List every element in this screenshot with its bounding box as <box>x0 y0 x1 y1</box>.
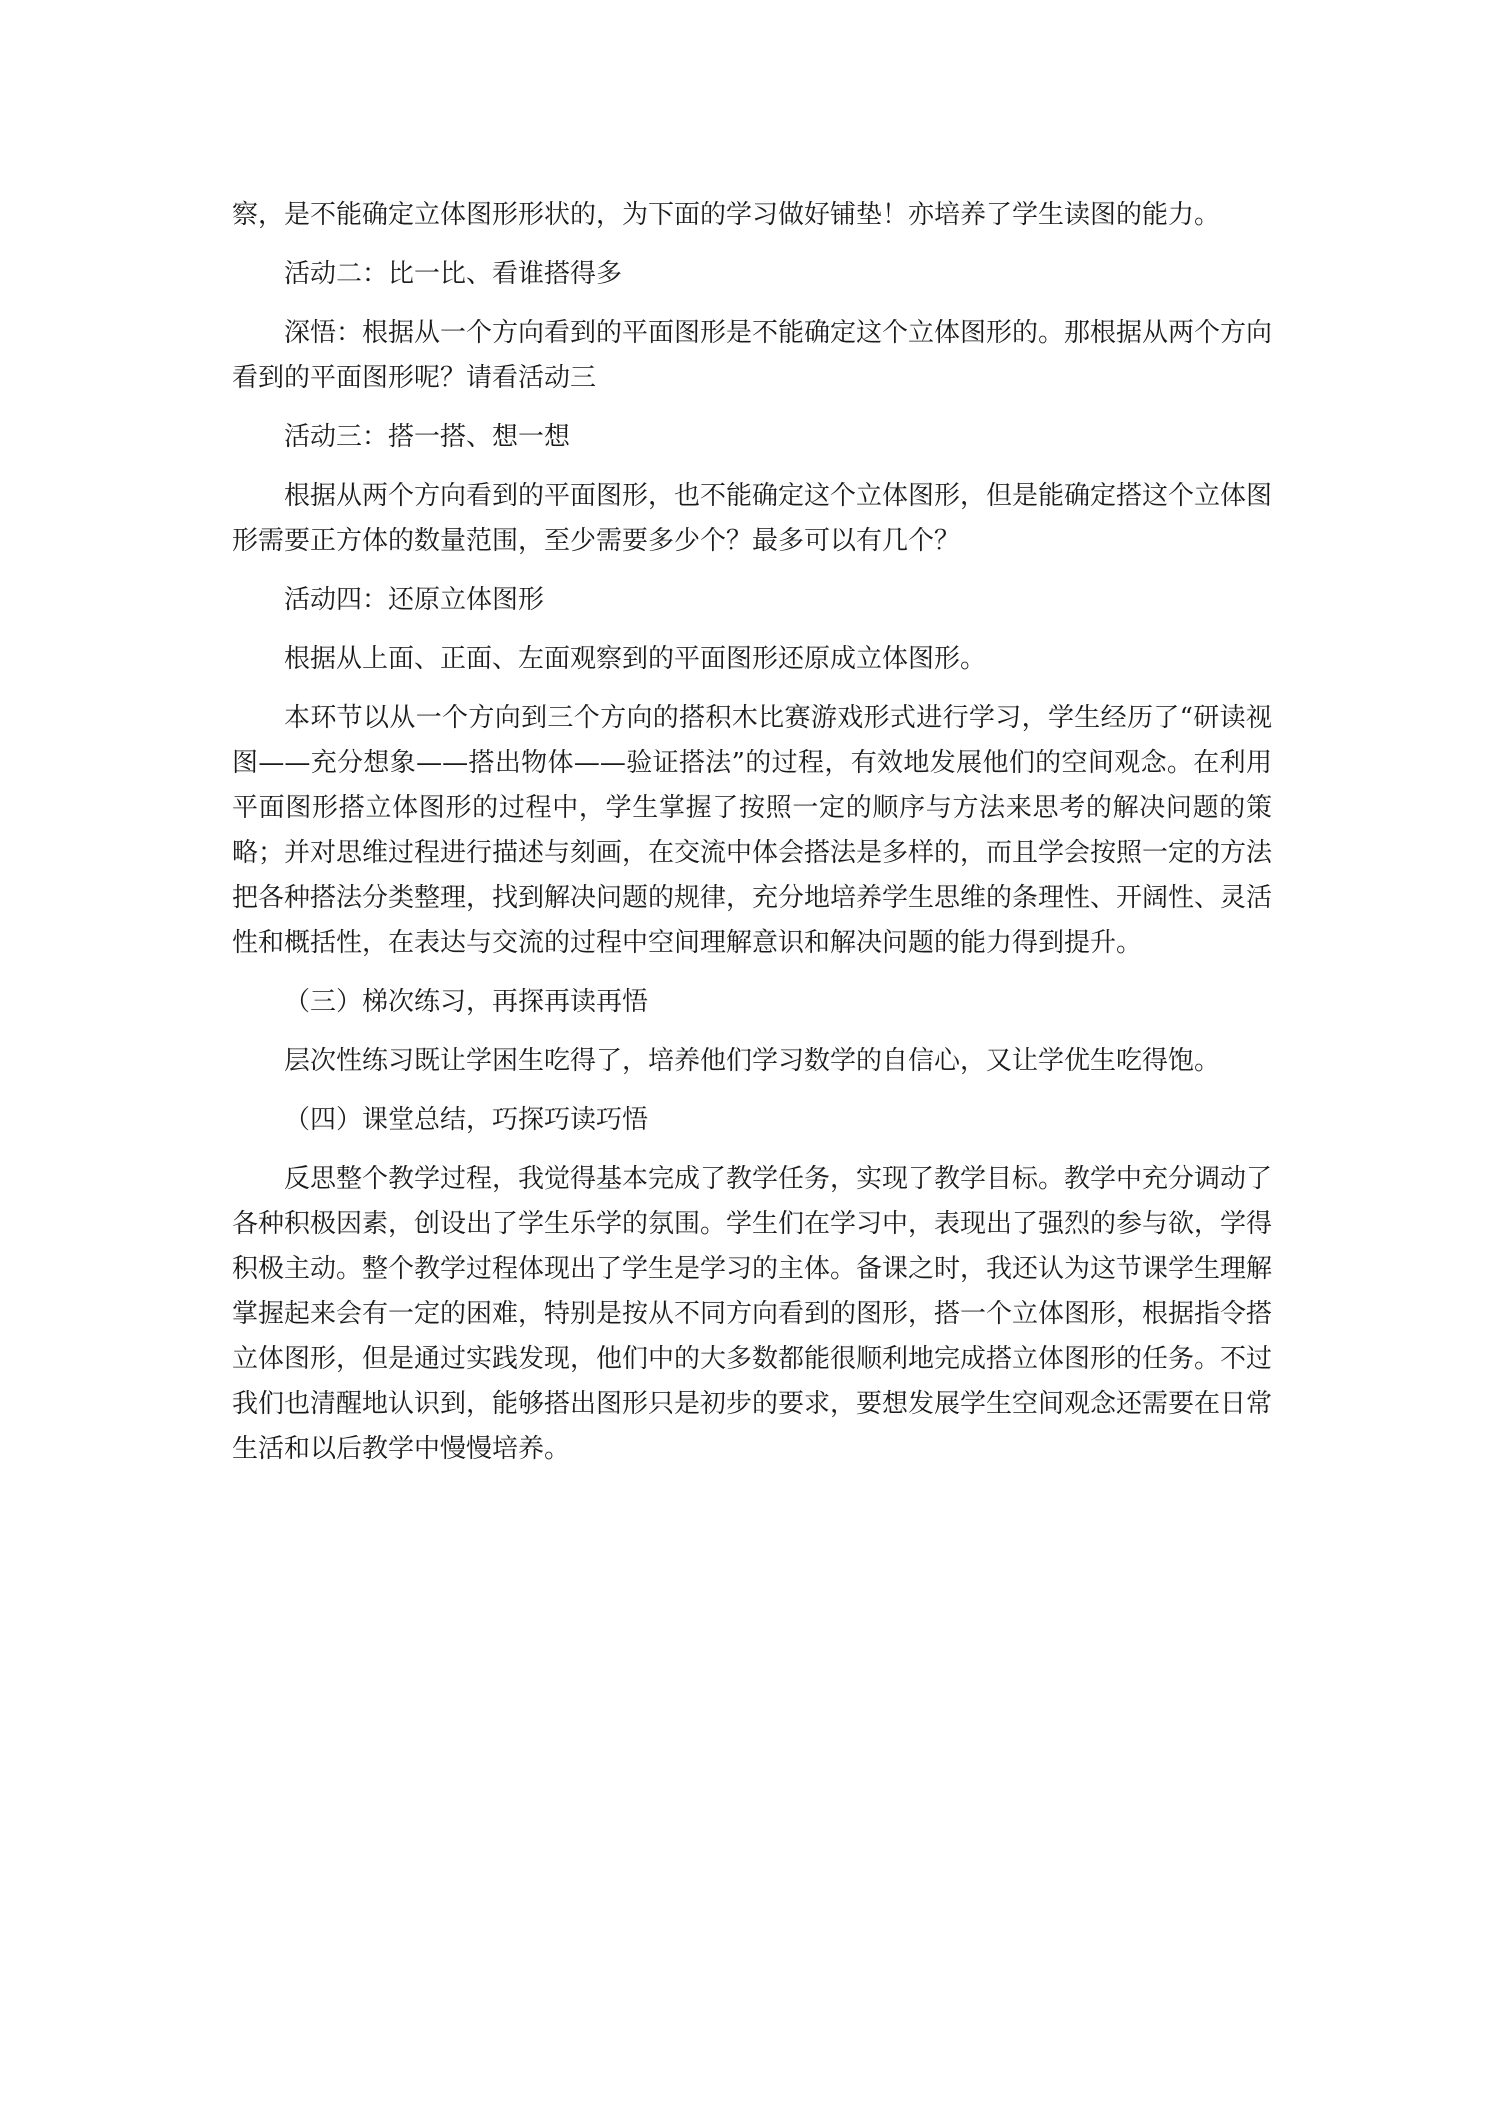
paragraph: 根据从上面、正面、左面观察到的平面图形还原成立体图形。 <box>284 644 987 674</box>
section-heading: （三）梯次练习，再探再读再悟 <box>284 987 649 1017</box>
document-body <box>232 193 1272 1486</box>
activity-heading: 活动二：比一比、看谁搭得多 <box>284 259 623 289</box>
paragraph: 反思整个教学过程，我觉得基本完成了教学任务，实现了教学目标。教学中充分调动了各种积极因素，创设出了学生乐学的氛围。学生们在学习中，表现出了强烈的参与欲，学得积极主动。整个教学过程体现出了学生是学习的主体。备课之时，我还认为这节课学生理解掌握起来会有一定的困难，特别是按从不同方向看到的图形，搭一个立体图形，根据指令搭立体图形，但是通过实践发现，他们中的大多数都能很顺利地完成搭立体图形的任务。不过我们也清醒地认识到，能够搭出图形只是初步的要求，要想发展学生空间观念还需要在日常生活和以后教学中慢慢培养。 <box>232 1164 1273 1464</box>
activity-heading: 活动三：搭一搭、想一想 <box>284 422 571 452</box>
paragraph: 察，是不能确定立体图形形状的，为下面的学习做好铺垫！亦培养了学生读图的能力。 <box>232 200 1221 230</box>
paragraph: 深悟：根据从一个方向看到的平面图形是不能确定这个立体图形的。那根据从两个方向看到的平面图形呢？请看活动三 <box>232 318 1273 393</box>
section-heading: （四）课堂总结，巧探巧读巧悟 <box>284 1105 649 1135</box>
activity-heading: 活动四：还原立体图形 <box>284 585 545 615</box>
paragraph: 根据从两个方向看到的平面图形，也不能确定这个立体图形，但是能确定搭这个立体图形需要正方体的数量范围，至少需要多少个？最多可以有几个？ <box>232 481 1273 556</box>
paragraph: 本环节以从一个方向到三个方向的搭积木比赛游戏形式进行学习，学生经历了“研读视图——充分想象——搭出物体——验证搭法”的过程，有效地发展他们的空间观念。在利用平面图形搭立体图形的过程中，学生掌握了按照一定的顺序与方法来思考的解决问题的策略；并对思维过程进行描述与刻画，在交流中体会搭法是多样的，而且学会按照一定的方法把各种搭法分类整理，找到解决问题的规律，充分地培养学生思维的条理性、开阔性、灵活性和概括性，在表达与交流的过程中空间理解意识和解决问题的能力得到提升。 <box>232 703 1273 958</box>
paragraph: 层次性练习既让学困生吃得了，培养他们学习数学的自信心，又让学优生吃得饱。 <box>284 1046 1221 1076</box>
